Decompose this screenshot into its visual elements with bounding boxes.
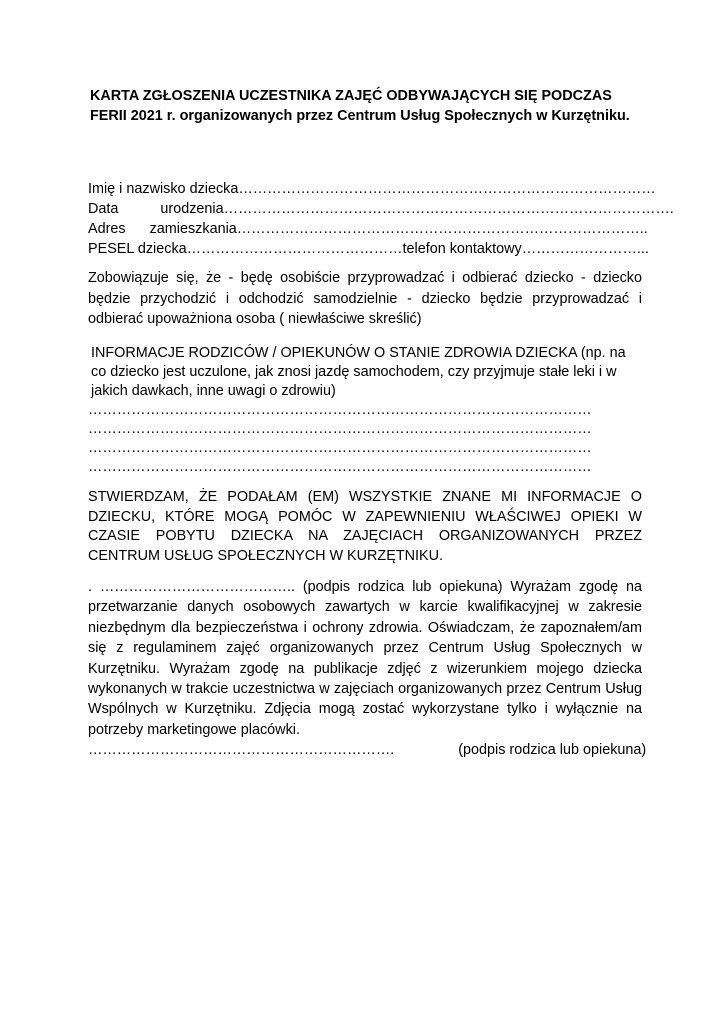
health-info-line-2: …………………………………………………………………………………………… <box>88 421 592 437</box>
consent-body: . ………………………………….. (podpis rodzica lub opiekuna) Wyrażam zgodę na przetwarzanie danych osobowych zawartych w karcie kwalifikacyjnej w zakresie niezbędnym dla bezpieczeństwa i ochrony zdrowia. Oświadczam, że zapoznałem/am się z regulaminem zajęć organizowanych przez Centrum Usług Społecznych w Kurzętniku. Wyrażam zgodę na publikacje zdjęć z wizerunkiem mojego dziecka wykonanych w trakcie uczestnictwa w zajęciach organizowanych przez Centrum Usług Wspólnych w Kurzętniku. Zdjęcia mogą zostać wykorzystane tylko i wyłącznie na potrzeby marketingowe placówki. <box>88 579 642 738</box>
health-info-line-3: …………………………………………………………………………………………… <box>88 440 592 456</box>
signature-label: (podpis rodzica lub opiekuna) <box>458 742 647 759</box>
parent-statement: STWIERDZAM, ŻE PODAŁAM (EM) WSZYSTKIE ZNANE MI INFORMACJE O DZIECKU, KTÓRE MOGĄ POMÓC W ZAPEWNIENIU WŁAŚCIWEJ OPIEKI W CZASIE POBYTU DZIECKA NA ZAJĘCIACH ORGANIZOWANYCH PRZEZ CENTRUM USŁUG SPOŁECZNYCH W KURZĘTNIKU. <box>88 489 642 564</box>
child-name-field: Imię i nazwisko dziecka…………………………………………………………………………… <box>88 181 656 197</box>
pesel-phone-field: PESEL dziecka………………………………………telefon kontaktowy……………………... <box>88 241 649 257</box>
signature-line <box>88 740 647 760</box>
pickup-declaration: Zobowiązuje się, że - będę osobiście przyprowadzać i odbierać dziecko - dziecko będzie przychodzić i odchodzić samodzielnie - dziecko będzie przyprowadzać i odbierać upoważniona osoba ( niewłaściwe skreślić) <box>88 270 642 327</box>
signature-dots: ………………………………………………………. <box>88 742 395 759</box>
health-info-line-4: …………………………………………………………………………………………… <box>88 459 592 475</box>
health-info-section <box>88 344 642 477</box>
consent-section <box>88 577 647 761</box>
title-line-2: FERII 2021 r. organizowanych przez Centrum Usług Społecznych w Kurzętniku. <box>90 108 630 124</box>
health-info-line-1: …………………………………………………………………………………………… <box>88 402 592 418</box>
form-title <box>90 86 650 126</box>
title-line-1: KARTA ZGŁOSZENIA UCZESTNIKA ZAJĘĆ ODBYWAJĄCYCH SIĘ PODCZAS <box>90 88 612 104</box>
birth-date-field <box>88 199 674 219</box>
birth-date-label: Data <box>88 201 119 217</box>
birth-date-line: urodzenia…………………………………………………………………………………. <box>160 201 674 217</box>
child-data-fields <box>88 179 674 259</box>
address-label: Adres <box>88 221 126 237</box>
address-line: zamieszkania………………………………………………………………………….. <box>149 221 648 237</box>
health-info-intro: INFORMACJE RODZICÓW / OPIEKUNÓW O STANIE ZDROWIA DZIECKA (np. na co dziecko jest uczulone, jak znosi jazdę samochodem, czy przyjmuje stałe leki i w jakich dawkach, inne uwagi o zdrowiu) <box>91 345 626 399</box>
address-field <box>88 219 648 239</box>
